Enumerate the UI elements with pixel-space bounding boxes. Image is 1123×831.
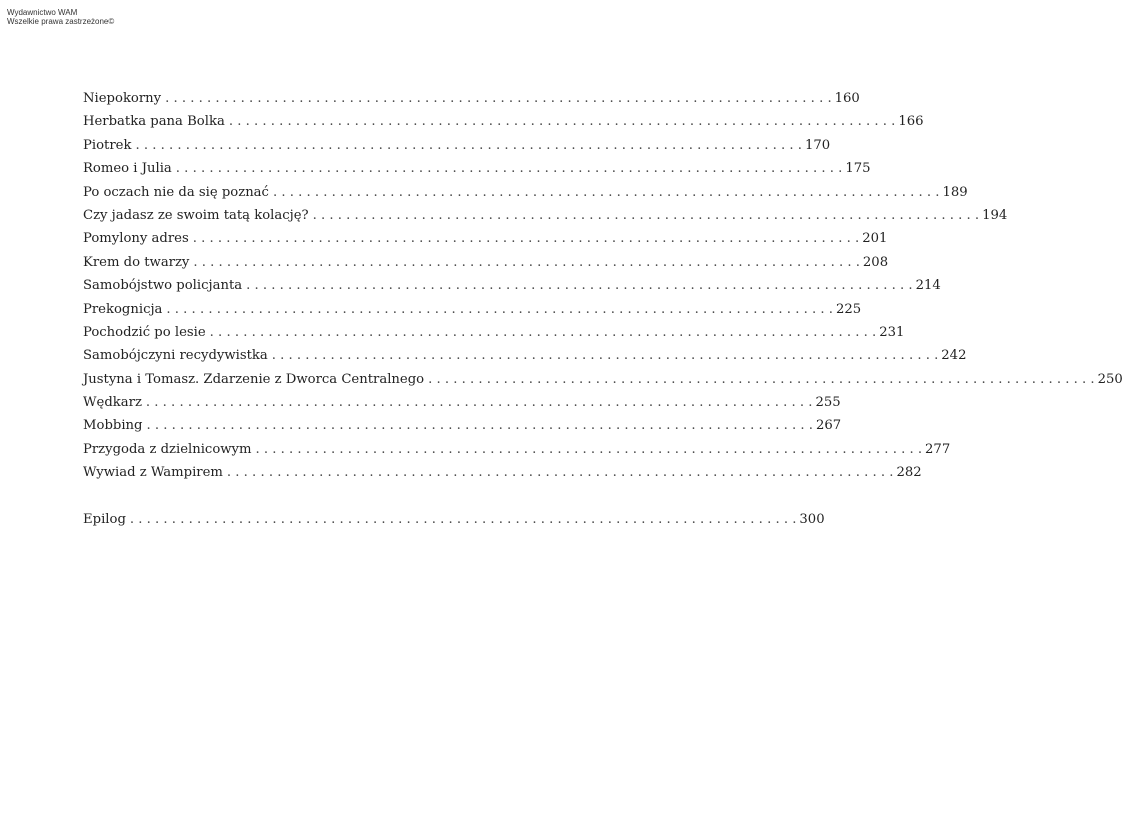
toc-entry-page: 201 [862, 231, 888, 247]
toc-entry [83, 371, 1123, 395]
toc-entry-title: Czy jadasz ze swoim tatą kolację? [83, 207, 309, 223]
section-gap [83, 489, 503, 512]
dot-leader: . . . . . . . . . . . . . . . . . . . . . . . . . . . . . . . . . . . . . . . . . . . . . . . . . . . . . . . . . . . . . . . . . . . . . . . . . . . . . . . . [272, 184, 940, 200]
toc-entry [83, 114, 924, 137]
toc-entry [83, 348, 967, 371]
toc-entry-page: 175 [845, 161, 871, 177]
toc-entry-title: Po oczach nie da się poznać [83, 184, 269, 200]
dot-leader: . . . . . . . . . . . . . . . . . . . . . . . . . . . . . . . . . . . . . . . . . . . . . . . . . . . . . . . . . . . . . . . . . . . . . . . . . . . . . . . . [193, 254, 860, 270]
toc-entry-page: 242 [941, 348, 967, 364]
toc-entry-page: 214 [915, 278, 941, 294]
toc-entry [83, 324, 905, 348]
toc-entry-title: Przygoda z dzielnicowym [83, 441, 252, 457]
toc-entry-title: Herbatka pana Bolka [83, 114, 225, 130]
toc-entry [83, 91, 860, 114]
toc-entry-title: Romeo i Julia [83, 161, 172, 177]
dot-leader: . . . . . . . . . . . . . . . . . . . . . . . . . . . . . . . . . . . . . . . . . . . . . . . . . . . . . . . . . . . . . . . . . . . . . . . . . . . . . . . . [145, 395, 813, 411]
toc-entry-title: Piotrek [83, 137, 132, 153]
toc-entry-page: 170 [804, 137, 831, 153]
toc-entry [83, 418, 842, 441]
toc-entry-page: 231 [879, 324, 905, 340]
toc-entry-title: Wędkarz [83, 395, 142, 411]
dot-leader: . . . . . . . . . . . . . . . . . . . . . . . . . . . . . . . . . . . . . . . . . . . . . . . . . . . . . . . . . . . . . . . . . . . . . . . . . . . . . . . . [271, 348, 939, 364]
toc-entry-epilog [83, 511, 825, 535]
toc-entry [83, 207, 1008, 231]
toc-entry [83, 254, 889, 278]
dot-leader: . . . . . . . . . . . . . . . . . . . . . . . . . . . . . . . . . . . . . . . . . . . . . . . . . . . . . . . . . . . . . . . . . . . . . . . . . . . . . . . . [312, 207, 980, 223]
dot-leader: . . . . . . . . . . . . . . . . . . . . . . . . . . . . . . . . . . . . . . . . . . . . . . . . . . . . . . . . . . . . . . . . . . . . . . . . . . . . . . . . [146, 418, 814, 434]
dot-leader: . . . . . . . . . . . . . . . . . . . . . . . . . . . . . . . . . . . . . . . . . . . . . . . . . . . . . . . . . . . . . . . . . . . . . . . . . . . . . . . . [228, 114, 896, 130]
toc-entry-title: Prekognicja [83, 301, 163, 317]
toc-entry-page: 160 [834, 91, 860, 106]
toc-entry [83, 465, 922, 488]
publisher-header [7, 8, 114, 26]
toc-entry-title: Samobójczyni recydywistka [83, 348, 268, 364]
dot-leader: . . . . . . . . . . . . . . . . . . . . . . . . . . . . . . . . . . . . . . . . . . . . . . . . . . . . . . . . . . . . . . . . . . . . . . . . . . . . . . . . [129, 511, 797, 527]
table-of-contents [83, 91, 1123, 535]
dot-leader: . . . . . . . . . . . . . . . . . . . . . . . . . . . . . . . . . . . . . . . . . . . . . . . . . . . . . . . . . . . . . . . . . . . . . . . . . . . . . . . . [166, 301, 833, 317]
toc-entry-page: 300 [799, 511, 825, 527]
toc-entry-title: Epilog [83, 511, 126, 527]
toc-entry-page: 194 [982, 207, 1008, 223]
toc-entry [83, 301, 862, 325]
toc-entry [83, 184, 968, 208]
dot-leader: . . . . . . . . . . . . . . . . . . . . . . . . . . . . . . . . . . . . . . . . . . . . . . . . . . . . . . . . . . . . . . . . . . . . . . . . . . . . . . . . [428, 371, 1095, 387]
toc-entry [83, 137, 831, 161]
toc-entry [83, 395, 841, 418]
toc-entry [83, 231, 888, 254]
toc-entry-page: 189 [942, 184, 968, 200]
toc-entry-title: Wywiad z Wampirem [83, 465, 223, 481]
dot-leader: . . . . . . . . . . . . . . . . . . . . . . . . . . . . . . . . . . . . . . . . . . . . . . . . . . . . . . . . . . . . . . . . . . . . . . . . . . . . . . . . [209, 324, 877, 340]
publisher-name: Wydawnictwo WAM [7, 8, 78, 17]
toc-entry [83, 278, 941, 301]
toc-entry-page: 255 [815, 395, 841, 411]
toc-entry-page: 282 [896, 465, 922, 481]
toc-entry [83, 441, 951, 465]
toc-entry-page: 267 [816, 418, 842, 434]
rights-notice: Wszelkie prawa zastrzeżone© [7, 17, 115, 26]
dot-leader: . . . . . . . . . . . . . . . . . . . . . . . . . . . . . . . . . . . . . . . . . . . . . . . . . . . . . . . . . . . . . . . . . . . . . . . . . . . . . . . . [226, 465, 894, 481]
toc-entry-title: Krem do twarzy [83, 254, 190, 270]
dot-leader: . . . . . . . . . . . . . . . . . . . . . . . . . . . . . . . . . . . . . . . . . . . . . . . . . . . . . . . . . . . . . . . . . . . . . . . . . . . . . . . . [175, 161, 843, 177]
toc-entry-title: Pomylony adres [83, 231, 189, 247]
toc-entry-page: 208 [862, 254, 889, 270]
toc-entry-page: 250 [1097, 371, 1123, 387]
toc-entry [83, 161, 871, 184]
toc-entry-title: Niepokorny [83, 91, 162, 106]
toc-entry-title: Samobójstwo policjanta [83, 278, 243, 294]
toc-entry-title: Justyna i Tomasz. Zdarzenie z Dworca Centralnego [83, 371, 425, 387]
toc-entry-title: Pochodzić po lesie [83, 324, 206, 340]
dot-leader: . . . . . . . . . . . . . . . . . . . . . . . . . . . . . . . . . . . . . . . . . . . . . . . . . . . . . . . . . . . . . . . . . . . . . . . . . . . . . . . . [192, 231, 860, 247]
dot-leader: . . . . . . . . . . . . . . . . . . . . . . . . . . . . . . . . . . . . . . . . . . . . . . . . . . . . . . . . . . . . . . . . . . . . . . . . . . . . . . . . [135, 137, 802, 153]
toc-entry-page: 225 [835, 301, 862, 317]
dot-leader: . . . . . . . . . . . . . . . . . . . . . . . . . . . . . . . . . . . . . . . . . . . . . . . . . . . . . . . . . . . . . . . . . . . . . . . . . . . . . . . . [246, 278, 913, 294]
toc-entry-page: 277 [925, 441, 951, 457]
dot-leader: . . . . . . . . . . . . . . . . . . . . . . . . . . . . . . . . . . . . . . . . . . . . . . . . . . . . . . . . . . . . . . . . . . . . . . . . . . . . . . . . [255, 441, 923, 457]
dot-leader: . . . . . . . . . . . . . . . . . . . . . . . . . . . . . . . . . . . . . . . . . . . . . . . . . . . . . . . . . . . . . . . . . . . . . . . . . . . . . . . . [165, 91, 832, 106]
toc-entry-title: Mobbing [83, 418, 143, 434]
toc-entry-page: 166 [898, 114, 924, 130]
